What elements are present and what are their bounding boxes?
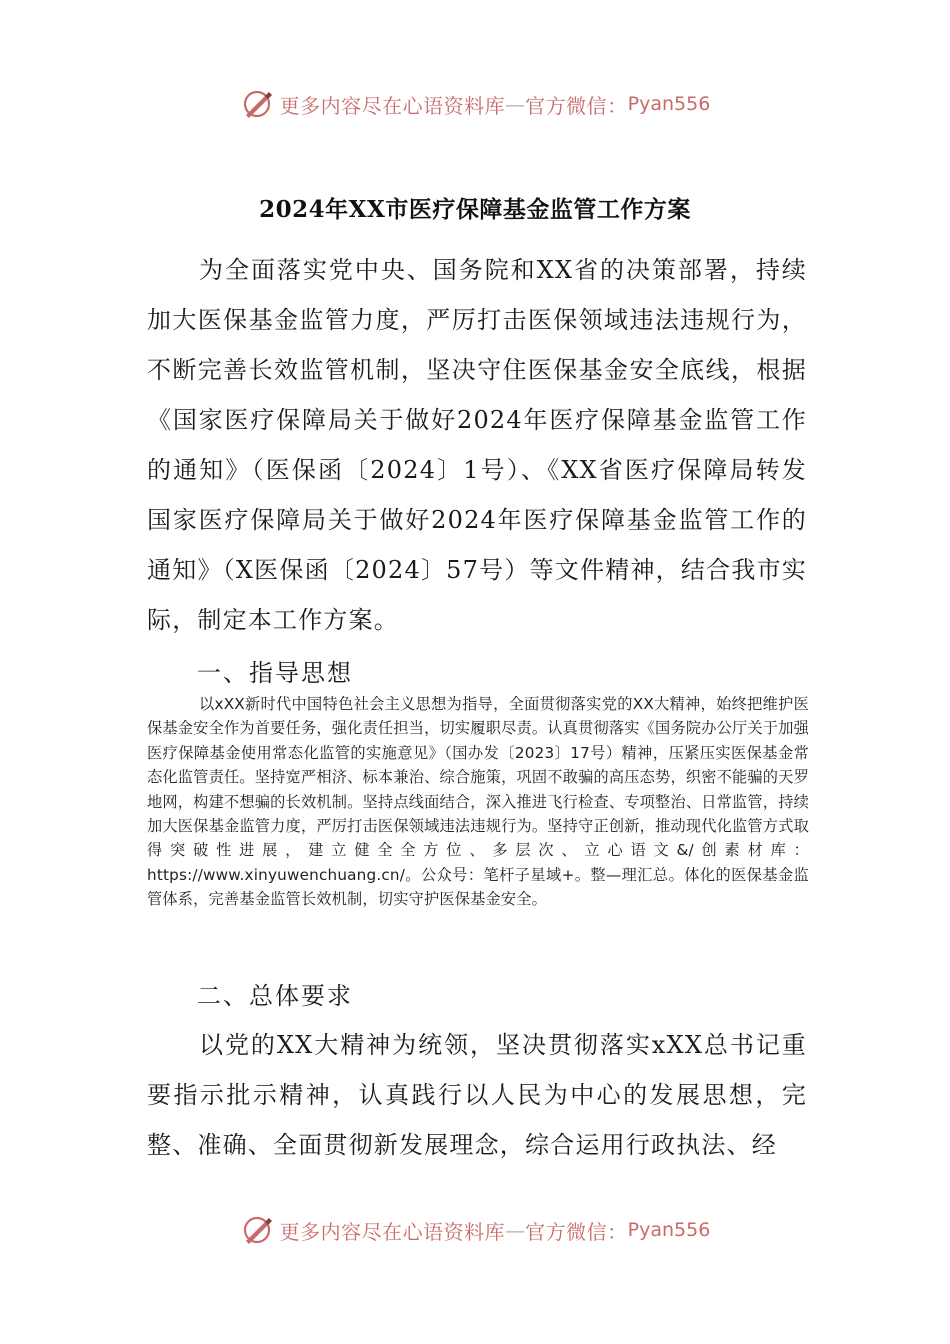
section-heading-guiding-thought: 一、指导思想 [197, 659, 353, 687]
footer-watermark-banner [0, 1210, 950, 1250]
banner-wechat-id: Pyan556 [627, 93, 711, 115]
document-title: 2024年XX市医疗保障基金监管工作方案 [259, 196, 691, 224]
pen-circle-logo-icon [240, 87, 274, 121]
banner-wechat-label: 官方微信： [525, 1219, 628, 1244]
guiding-thought-paragraph: 以xXX新时代中国特色社会主义思想为指导，全面贯彻落实党的XX大精神，始终把维护医保基金安全作为首要任务，强化责任担当，切实履职尽责。认真贯彻落实《国务院办公厅关于加强医疗保障基金使用常态化监管的实施意见》（国办发〔2023〕17号）精神，压紧压实医保基金常态化监管责任。坚持宽严相济、标本兼治、综合施策，巩固不敢骗的高压态势，织密不能骗的天罗地网，构建不想骗的长效机制。坚持点线面结合，深入推进飞行检查、专项整治、日常监管，持续加大医保基金监管力度，严厉打击医保领域违法违规行为。坚持守正创新，推动现代化监管方式取得突破性进展，建立健全全方位、多层次、立心语文&/创素材库：https://www.xinyuwenchuang.cn/。公众号：笔杆子星域+。整—理汇总。体化的医保基金监管体系，完善基金监管长效机制，切实守护医保基金安全。 [147, 695, 809, 909]
intro-paragraph: 为全面落实党中央、国务院和XX省的决策部署，持续加大医保基金监管力度，严厉打击医保领域违法违规行为，不断完善长效监管机制，坚决守住医保基金安全底线，根据《国家医疗保障局关于做好2024年医疗保障基金监管工作的通知》（医保函〔2024〕1号）、《XX省医疗保障局转发国家医疗保障局关于做好2024年医疗保障基金监管工作的通知》（X医保函〔2024〕57号）等文件精神，结合我市实际，制定本工作方案。 [147, 256, 807, 634]
banner-separator: — [505, 92, 526, 116]
banner-wechat-id: Pyan556 [627, 1219, 711, 1241]
banner-text: 更多内容尽在心语资料库 [279, 93, 506, 118]
overall-requirements-paragraph: 以党的XX大精神为统领，坚决贯彻落实xXX总书记重要指示批示精神，认真践行以人民为中心的发展思想，完整、准确、全面贯彻新发展理念，综合运用行政执法、经 [147, 1031, 807, 1159]
pen-circle-logo-icon [240, 1213, 274, 1247]
section-heading-overall-requirements: 二、总体要求 [197, 982, 353, 1010]
header-watermark-banner [0, 84, 950, 124]
banner-text: 更多内容尽在心语资料库 [279, 1219, 506, 1244]
banner-separator: — [505, 1218, 526, 1242]
banner-wechat-label: 官方微信： [525, 93, 628, 118]
